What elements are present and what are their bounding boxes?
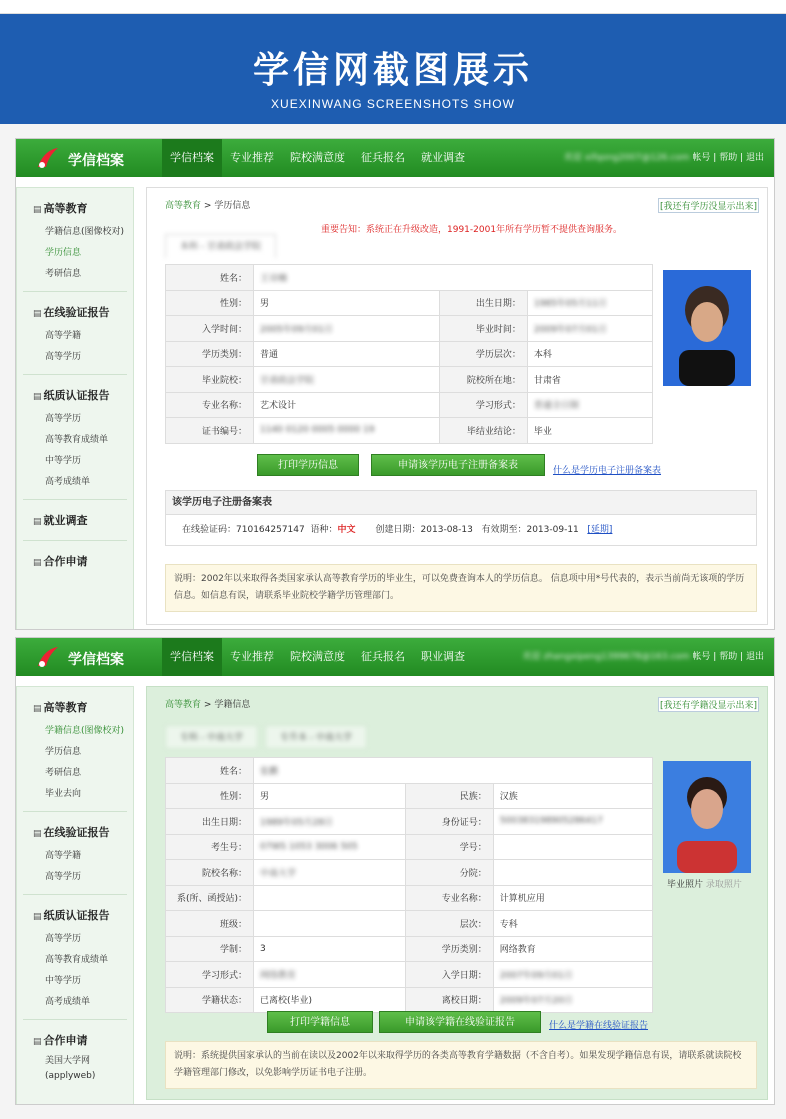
field-value: 1985年05月11日 bbox=[527, 290, 652, 316]
field-value: 中南大学 bbox=[254, 860, 406, 886]
user-email: 欢迎 zhangxipeng1399678@163.com bbox=[522, 652, 690, 662]
field-value: 网络教育 bbox=[254, 962, 406, 988]
field-value: 甘肃政法学院 bbox=[254, 367, 440, 393]
admission-photo-link[interactable]: 录取照片 bbox=[705, 880, 742, 890]
field-label: 出生日期： bbox=[166, 809, 254, 835]
field-label: 层次： bbox=[405, 911, 493, 937]
field-value: 1989年05月28日 bbox=[254, 809, 406, 835]
sidebar-item-degree[interactable]: 学历信息 bbox=[45, 747, 82, 757]
created-label: 创建日期： bbox=[375, 525, 421, 535]
table-row bbox=[166, 962, 653, 988]
field-value bbox=[254, 885, 406, 911]
register-title: 该学历电子注册备案表 bbox=[166, 491, 756, 515]
nav-tabs bbox=[162, 638, 473, 676]
table-row bbox=[166, 911, 653, 937]
code-label: 在线验证码： bbox=[182, 525, 237, 535]
sidebar-heading: ▤ 合作申请 bbox=[33, 1032, 127, 1048]
tab-xuexin[interactable]: 学信档案 bbox=[162, 139, 222, 177]
field-label: 学习形式： bbox=[166, 962, 254, 988]
missing-degree-link[interactable]: [我还有学历没显示出来] bbox=[658, 198, 759, 213]
field-value: 2005年09月01日 bbox=[254, 316, 440, 342]
logo-icon bbox=[34, 145, 60, 171]
sidebar-section-employment bbox=[23, 500, 127, 541]
notice-text: 重要告知：系统正在升级改造，1991-2001年所有学历暂不提供查询服务。 bbox=[321, 225, 623, 235]
sidebar-heading: ▤ 在线验证报告 bbox=[33, 824, 127, 840]
person-silhouette-icon bbox=[663, 270, 751, 386]
field-label: 毕业时间： bbox=[439, 316, 527, 342]
field-value: 张鹏 bbox=[254, 758, 653, 784]
field-value: 男 bbox=[254, 783, 406, 809]
field-value: 普通 bbox=[254, 341, 440, 367]
sidebar-heading: ▤ 在线验证报告 bbox=[33, 304, 127, 320]
field-value: 2009年07月01日 bbox=[527, 316, 652, 342]
student-photo bbox=[663, 270, 751, 386]
top-nav bbox=[16, 139, 774, 177]
field-label: 姓名： bbox=[166, 758, 254, 784]
field-value: 网络教育 bbox=[493, 936, 652, 962]
field-label: 入学日期： bbox=[405, 962, 493, 988]
table-row bbox=[166, 809, 653, 835]
sidebar-section-cooperation bbox=[23, 541, 127, 581]
field-value: 专科 bbox=[493, 911, 652, 937]
sidebar-section-higher-edu bbox=[23, 687, 127, 812]
field-value: 王诗楠 bbox=[254, 265, 653, 291]
field-label: 院校名称： bbox=[166, 860, 254, 886]
logout-link[interactable]: 退出 bbox=[745, 153, 764, 163]
breadcrumb-sep: > bbox=[203, 700, 212, 710]
verify-code: 710164257147 bbox=[236, 525, 305, 535]
top-nav bbox=[16, 638, 774, 676]
field-label: 院校所在地： bbox=[439, 367, 527, 393]
breadcrumb-current: 学历信息 bbox=[214, 201, 251, 211]
sidebar-item-postgrad[interactable]: 考研信息 bbox=[45, 269, 82, 279]
table-row bbox=[166, 265, 653, 291]
sidebar-item-secondary[interactable]: 中等学历 bbox=[45, 976, 82, 986]
field-label: 身份证号： bbox=[405, 809, 493, 835]
field-label: 学历层次： bbox=[439, 341, 527, 367]
field-label: 证书编号： bbox=[166, 418, 254, 444]
tab-satisfaction[interactable]: 院校满意度 bbox=[290, 151, 345, 164]
banner-subtitle: XUEXINWANG SCREENSHOTS SHOW bbox=[271, 97, 515, 111]
brand-name: 学信档案 bbox=[68, 153, 124, 169]
field-label: 毕结业结论： bbox=[439, 418, 527, 444]
tab-enlist[interactable]: 征兵报名 bbox=[361, 650, 405, 663]
sidebar-heading: ▤ 高等教育 bbox=[33, 699, 127, 715]
breadcrumb bbox=[165, 198, 250, 211]
sidebar-section-paper-report bbox=[23, 375, 127, 500]
sidebar-heading: ▤ 纸质认证报告 bbox=[33, 907, 127, 923]
sidebar-item-paper-degree[interactable]: 高等学历 bbox=[45, 934, 82, 944]
screenshot-1 bbox=[15, 138, 775, 630]
sidebar-item-applyweb[interactable]: 美国大学网 bbox=[45, 1056, 91, 1066]
sidebar-item-gaokao[interactable]: 高考成绩单 bbox=[45, 997, 91, 1007]
sidebar-section-online-report bbox=[23, 292, 127, 375]
table-row bbox=[166, 290, 653, 316]
field-value: 甘肃省 bbox=[527, 367, 652, 393]
field-label: 分院： bbox=[405, 860, 493, 886]
field-label: 系(所、函授站)： bbox=[166, 885, 254, 911]
print-enrollment-button[interactable]: 打印学籍信息 bbox=[267, 1011, 373, 1033]
field-label: 学制： bbox=[166, 936, 254, 962]
sidebar-item-enrollment[interactable]: 学籍信息(图像校对) bbox=[45, 726, 125, 736]
field-label: 离校日期： bbox=[405, 987, 493, 1013]
student-photo bbox=[663, 761, 751, 873]
breadcrumb-current: 学籍信息 bbox=[214, 700, 251, 710]
school-tab[interactable]: 本科 - 甘肃政法学院 bbox=[165, 234, 276, 258]
what-is-register-link[interactable]: 什么是学历电子注册备案表 bbox=[553, 466, 662, 476]
sidebar-section-cooperation bbox=[23, 1020, 127, 1090]
tab-major[interactable]: 专业推荐 bbox=[230, 650, 274, 663]
person-silhouette-icon bbox=[663, 761, 751, 873]
field-value: 500383198905286417 bbox=[493, 809, 652, 835]
field-value: 艺术设计 bbox=[254, 392, 440, 418]
register-box bbox=[165, 490, 757, 546]
field-value bbox=[254, 911, 406, 937]
school-tab[interactable]: 专科 - 中南大学 bbox=[165, 725, 258, 749]
breadcrumb-sep: > bbox=[203, 201, 212, 211]
tab-major[interactable]: 专业推荐 bbox=[230, 151, 274, 164]
sidebar bbox=[16, 686, 134, 1105]
sidebar-item-enrollment-report[interactable]: 高等学籍 bbox=[45, 851, 82, 861]
screenshot-2 bbox=[15, 637, 775, 1105]
sidebar-heading: ▤ 高等教育 bbox=[33, 200, 127, 216]
table-row bbox=[166, 860, 653, 886]
breadcrumb-home[interactable]: 高等教育 bbox=[165, 700, 202, 710]
field-label: 性别： bbox=[166, 783, 254, 809]
sidebar-item-gaokao[interactable]: 高考成绩单 bbox=[45, 477, 91, 487]
tab-satisfaction[interactable]: 院校满意度 bbox=[290, 650, 345, 663]
tab-career[interactable]: 职业调查 bbox=[421, 650, 465, 663]
register-row bbox=[166, 515, 756, 542]
logout-link[interactable]: 退出 bbox=[745, 652, 764, 662]
field-label: 毕业院校： bbox=[166, 367, 254, 393]
brand-name: 学信档案 bbox=[68, 652, 124, 668]
sidebar-heading[interactable]: ▤ 就业调查 bbox=[33, 512, 127, 528]
table-row bbox=[166, 367, 653, 393]
main-panel bbox=[146, 686, 768, 1100]
table-row bbox=[166, 834, 653, 860]
table-row bbox=[166, 392, 653, 418]
field-value: 本科 bbox=[527, 341, 652, 367]
field-value: 已离校(毕业) bbox=[254, 987, 406, 1013]
table-row bbox=[166, 316, 653, 342]
field-value: 2009年07月20日 bbox=[493, 987, 652, 1013]
note-box: 说明：系统提供国家承认的当前在读以及2002年以来取得学历的各类高等教育学籍数据（不含自考）。如果发现学籍信息有误，请联系就读院校学籍管理部门修改，以免影响学历证书电子注册。 bbox=[165, 1041, 757, 1089]
user-email: 欢迎 xifqong2007@126.com bbox=[563, 153, 690, 163]
field-value: 1140 0120 0005 0000 19 bbox=[254, 418, 440, 444]
table-row bbox=[166, 936, 653, 962]
field-label: 考生号： bbox=[166, 834, 254, 860]
field-label: 出生日期： bbox=[439, 290, 527, 316]
logo-icon bbox=[34, 644, 60, 670]
what-is-report-link[interactable]: 什么是学籍在线验证报告 bbox=[549, 1021, 649, 1031]
main-panel bbox=[146, 187, 768, 625]
field-value bbox=[493, 834, 652, 860]
enrollment-info-table bbox=[165, 757, 653, 1013]
photo-caption-row bbox=[667, 877, 742, 890]
sidebar-item-destination[interactable]: 毕业去向 bbox=[45, 789, 82, 799]
missing-enrollment-link[interactable]: [我还有学籍没显示出来] bbox=[658, 697, 759, 712]
sidebar-item-transcript[interactable]: 高等教育成绩单 bbox=[45, 955, 109, 965]
field-value bbox=[493, 860, 652, 886]
sidebar-item-enrollment-report[interactable]: 高等学籍 bbox=[45, 331, 82, 341]
breadcrumb-home[interactable]: 高等教育 bbox=[165, 201, 202, 211]
sidebar-section-paper-report bbox=[23, 895, 127, 1020]
sidebar-item-enrollment[interactable]: 学籍信息(图像校对) bbox=[45, 227, 125, 237]
sidebar-item-secondary[interactable]: 中等学历 bbox=[45, 456, 82, 466]
tab-enlist[interactable]: 征兵报名 bbox=[361, 151, 405, 164]
expire-label: 有效期至： bbox=[481, 525, 527, 535]
sidebar-item-degree[interactable]: 学历信息 bbox=[45, 248, 82, 258]
nav-tabs bbox=[162, 139, 473, 177]
degree-info-table bbox=[165, 264, 653, 444]
table-row bbox=[166, 341, 653, 367]
field-value: 汉族 bbox=[493, 783, 652, 809]
field-label: 学历类别： bbox=[166, 341, 254, 367]
account-link[interactable]: 帐号 bbox=[692, 153, 711, 163]
tab-employment[interactable]: 就业调查 bbox=[421, 151, 465, 164]
field-label: 专业名称： bbox=[405, 885, 493, 911]
table-row bbox=[166, 783, 653, 809]
expire-date: 2013-09-11 bbox=[526, 525, 579, 535]
user-bar: 欢迎 xifqong2007@126.com 帐号 | 帮助 | 退出 bbox=[563, 153, 764, 163]
field-value: 3 bbox=[254, 936, 406, 962]
field-value: 07WS 1053 3006 505 bbox=[254, 834, 406, 860]
sidebar-heading: ▤ 纸质认证报告 bbox=[33, 387, 127, 403]
sidebar-heading[interactable]: ▤ 合作申请 bbox=[33, 553, 127, 569]
sidebar-item-applyweb-sub[interactable]: (applyweb) bbox=[45, 1071, 96, 1081]
help-link[interactable]: 帮助 bbox=[719, 153, 738, 163]
field-label: 专业名称： bbox=[166, 392, 254, 418]
photo-caption: 毕业照片 bbox=[667, 880, 704, 890]
table-row bbox=[166, 987, 653, 1013]
school-tab[interactable]: 专升本 - 中南大学 bbox=[265, 725, 367, 749]
field-value: 普通全日制 bbox=[527, 392, 652, 418]
account-link[interactable]: 帐号 bbox=[692, 652, 711, 662]
apply-register-button[interactable]: 申请该学历电子注册备案表 bbox=[371, 454, 545, 476]
tab-xuexin[interactable]: 学信档案 bbox=[162, 638, 222, 676]
field-label: 班级： bbox=[166, 911, 254, 937]
banner-title: 学信网截图展示 bbox=[252, 50, 533, 91]
sidebar-item-degree-report[interactable]: 高等学历 bbox=[45, 872, 82, 882]
user-bar: 欢迎 zhangxipeng1399678@163.com 帐号 | 帮助 | 退出 bbox=[522, 652, 764, 662]
sidebar-section-higher-edu bbox=[23, 188, 127, 292]
note-box: 说明：2002年以来取得各类国家承认高等教育学历的毕业生，可以免费查询本人的学历信息。 信息项中用*号代表的，表示当前尚无该项的学历信息。如信息有误，请联系毕业院校学籍学历管理部门。 bbox=[165, 564, 757, 612]
sidebar-item-degree-report[interactable]: 高等学历 bbox=[45, 352, 82, 362]
table-row bbox=[166, 758, 653, 784]
field-label: 学习形式： bbox=[439, 392, 527, 418]
field-label: 学籍状态： bbox=[166, 987, 254, 1013]
field-value: 男 bbox=[254, 290, 440, 316]
sidebar-item-postgrad[interactable]: 考研信息 bbox=[45, 768, 82, 778]
field-label: 性别： bbox=[166, 290, 254, 316]
banner bbox=[0, 14, 786, 124]
field-label: 民族： bbox=[405, 783, 493, 809]
lang-value: 中文 bbox=[337, 525, 356, 535]
apply-report-button[interactable]: 申请该学籍在线验证报告 bbox=[379, 1011, 541, 1033]
breadcrumb bbox=[165, 697, 250, 710]
table-row bbox=[166, 885, 653, 911]
field-value: 计算机应用 bbox=[493, 885, 652, 911]
lang-label: 语种： bbox=[310, 525, 338, 535]
field-value: 毕业 bbox=[527, 418, 652, 444]
created-date: 2013-08-13 bbox=[420, 525, 473, 535]
field-label: 姓名： bbox=[166, 265, 254, 291]
sidebar-item-transcript[interactable]: 高等教育成绩单 bbox=[45, 435, 109, 445]
field-value: 2007年09月01日 bbox=[493, 962, 652, 988]
sidebar bbox=[16, 187, 134, 630]
extend-link[interactable]: [延期] bbox=[587, 525, 613, 535]
field-label: 学历类别： bbox=[405, 936, 493, 962]
top-strip bbox=[0, 0, 786, 14]
field-label: 学号： bbox=[405, 834, 493, 860]
table-row bbox=[166, 418, 653, 444]
help-link[interactable]: 帮助 bbox=[719, 652, 738, 662]
sidebar-section-online-report bbox=[23, 812, 127, 895]
print-degree-button[interactable]: 打印学历信息 bbox=[257, 454, 359, 476]
field-label: 入学时间： bbox=[166, 316, 254, 342]
sidebar-item-paper-degree[interactable]: 高等学历 bbox=[45, 414, 82, 424]
